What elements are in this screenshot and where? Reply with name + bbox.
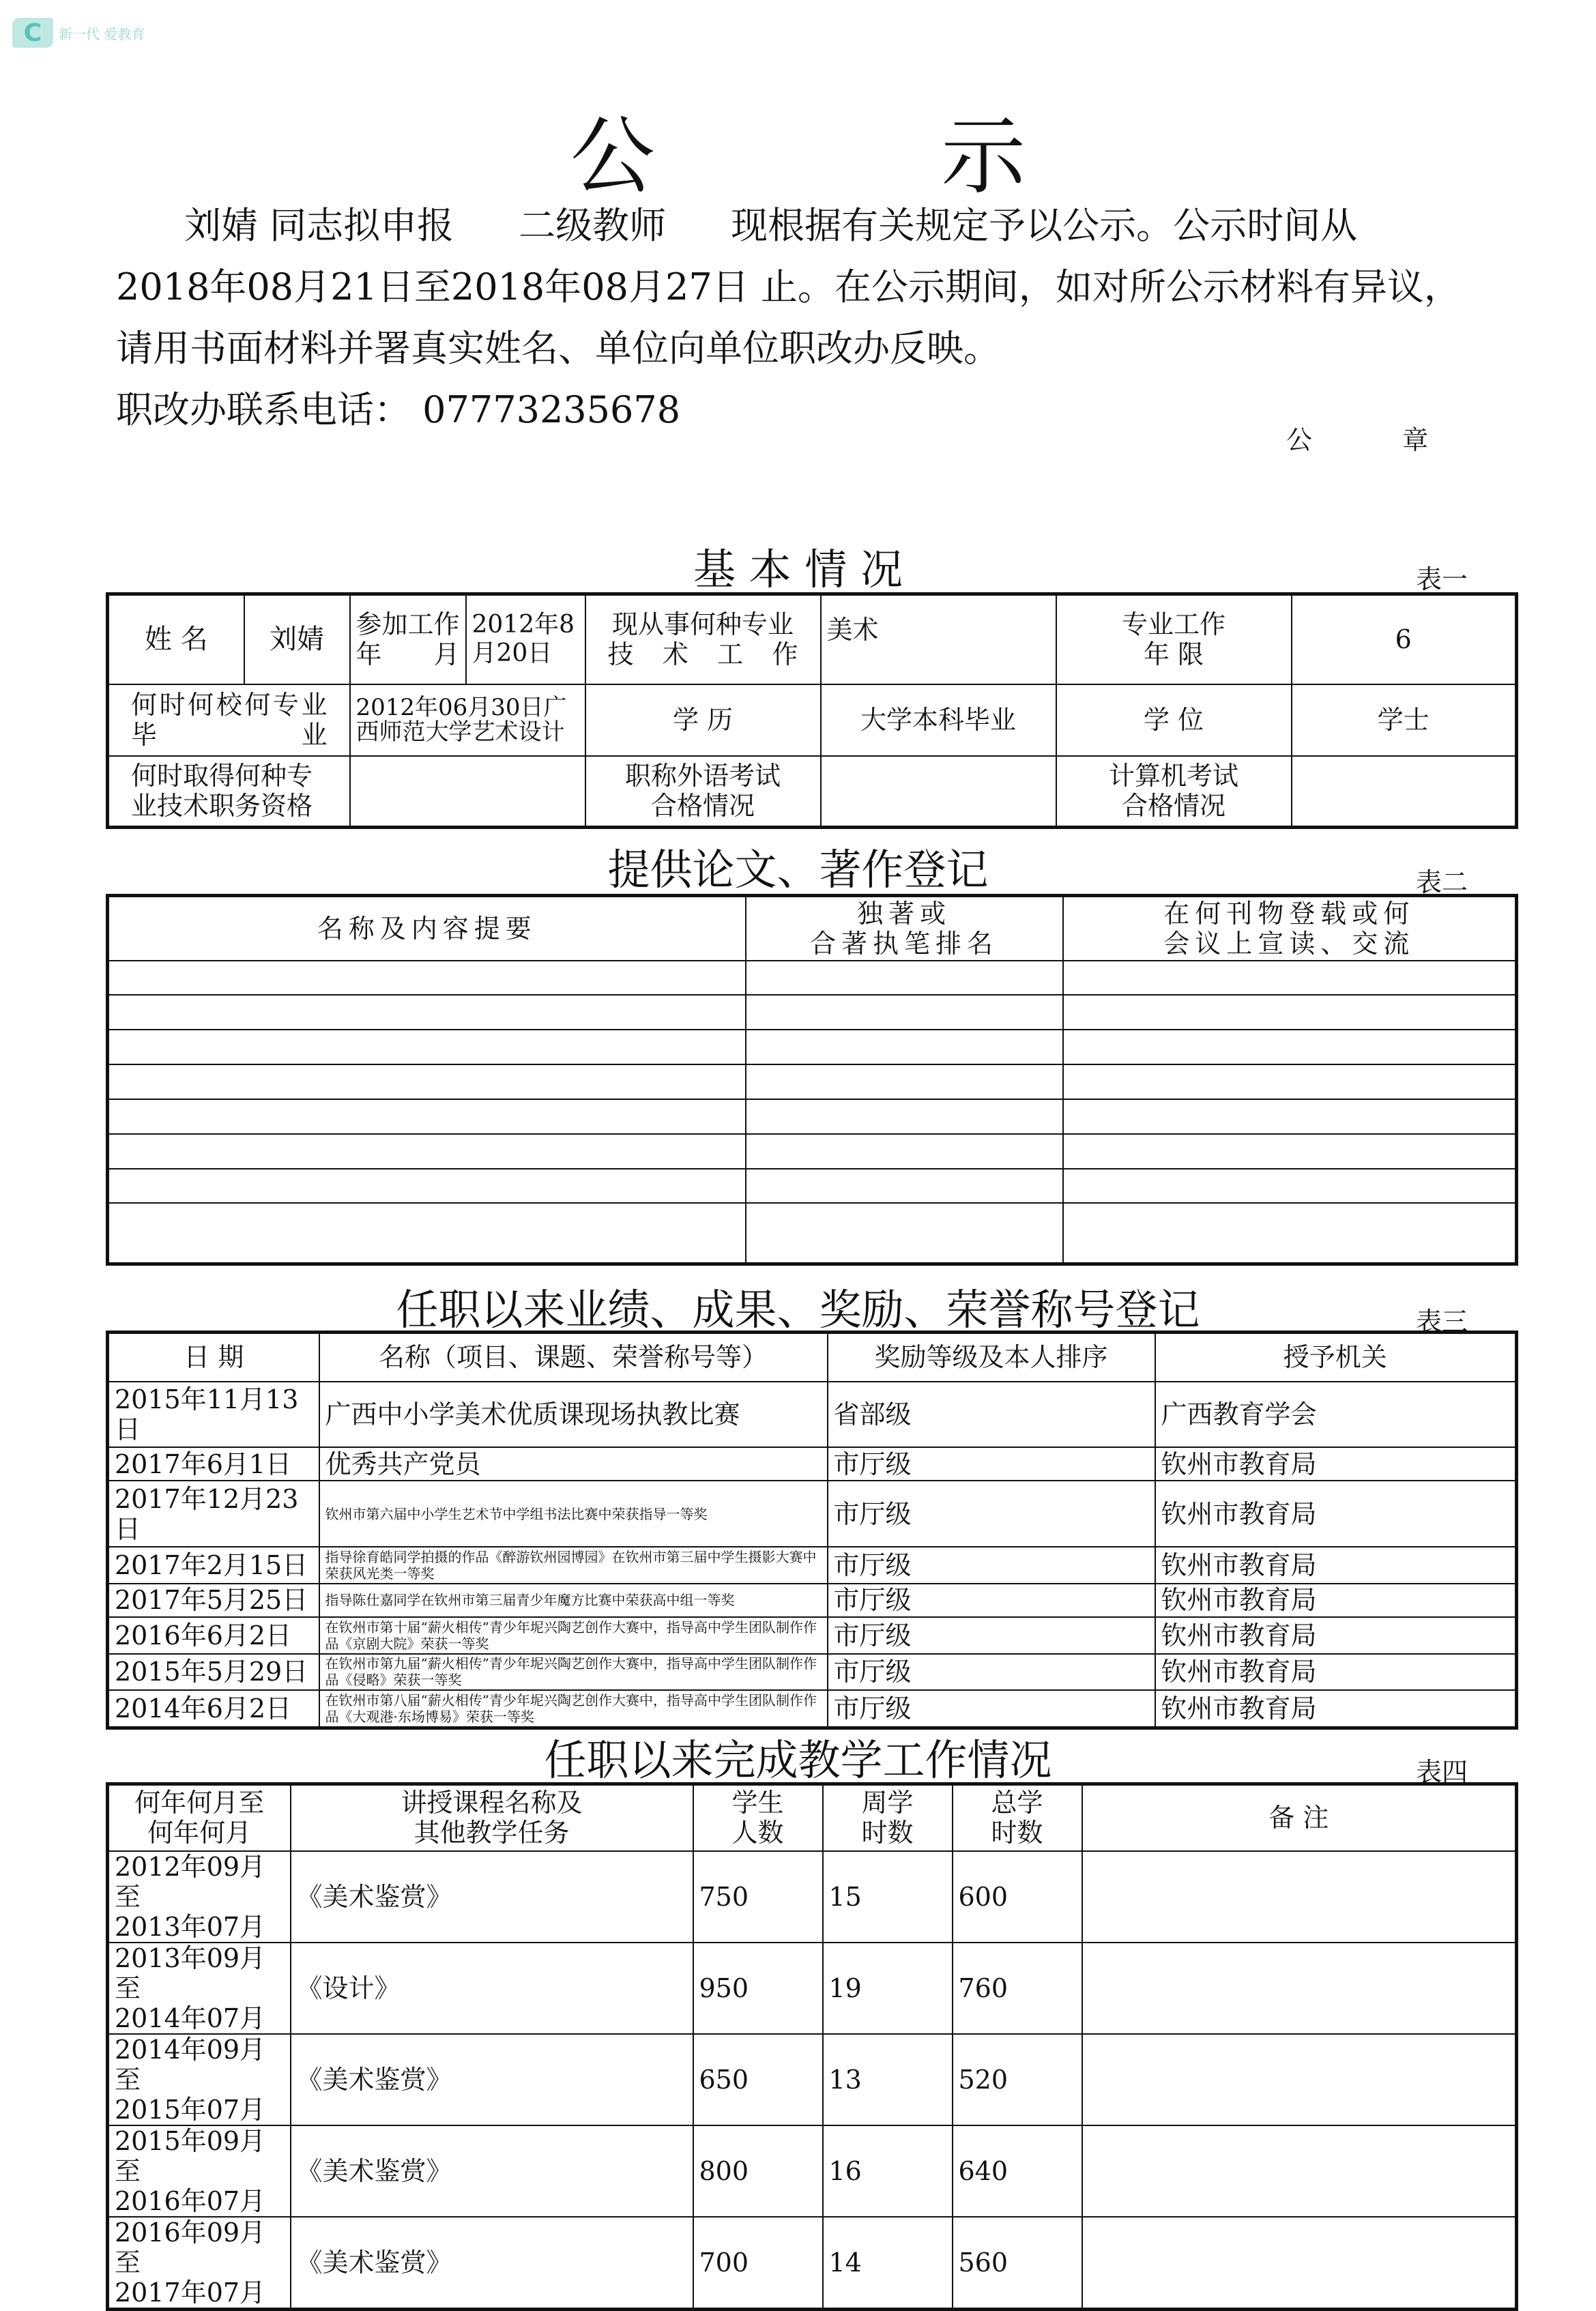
- award-name: 指导徐育皓同学拍摄的作品《醉游钦州园博园》在钦州市第三届中学生摄影大赛中荣获风光类一等奖: [319, 1547, 828, 1584]
- teaching-period-from: 2012年09月至: [115, 1851, 266, 1912]
- teaching-course: 《设计》: [291, 1943, 693, 2034]
- award-org: 钦州市教育局: [1155, 1584, 1517, 1617]
- contact-phone: 职改办联系电话： 07773235678: [116, 388, 681, 431]
- award-name: 优秀共产党员: [319, 1447, 828, 1481]
- work-start-label-2: 年 月: [356, 639, 460, 670]
- logo-text: 新一代 爱教育: [59, 25, 145, 42]
- teaching-header-students-1: 学生: [731, 1788, 784, 1818]
- papers-row: [108, 1203, 1517, 1264]
- name-value: 刘婧: [244, 594, 350, 684]
- papers-table-number: 表二: [1416, 867, 1468, 897]
- teaching-header-course-2: 其他教学任务: [413, 1818, 570, 1848]
- papers-header-authorship-2: 合著执笔排名: [809, 928, 998, 959]
- award-date: 2017年2月15日: [108, 1547, 319, 1584]
- papers-row: [108, 1099, 1517, 1134]
- teaching-course: 《美术鉴赏》: [291, 2125, 693, 2217]
- teaching-remarks: [1082, 2125, 1517, 2217]
- award-org: 钦州市教育局: [1155, 1617, 1517, 1654]
- teaching-period-to: 2016年07月: [115, 2185, 266, 2216]
- papers-row: [108, 1169, 1517, 1204]
- teaching-weekly-hours: 14: [823, 2217, 953, 2310]
- teaching-title: 任职以来完成教学工作情况: [544, 1735, 1052, 1785]
- education-value: 大学本科毕业: [821, 684, 1056, 756]
- teaching-period-from: 2016年09月至: [115, 2217, 266, 2278]
- qualification-value: [350, 756, 585, 828]
- work-start-label-1: 参加工作: [356, 609, 460, 640]
- foreign-language-value: [821, 756, 1056, 828]
- award-row: [108, 1481, 1517, 1547]
- teaching-row: [108, 1943, 1517, 2034]
- award-name: 在钦州市第十届“薪火相传”青少年坭兴陶艺创作大赛中，指导高中学生团队制作作品《京剧大院》荣获一等奖: [319, 1617, 828, 1654]
- applied-rank: 二级教师: [519, 204, 667, 247]
- papers-header-publication-2: 会议上宣读、交流: [1163, 928, 1415, 959]
- award-org: 广西教育学会: [1155, 1382, 1517, 1448]
- work-start-value: 2012年8月20日: [466, 594, 585, 684]
- teaching-period-to: 2015年07月: [115, 2094, 266, 2125]
- teaching-remarks: [1082, 1851, 1517, 1943]
- award-row: [108, 1617, 1517, 1654]
- award-org: 钦州市教育局: [1155, 1547, 1517, 1584]
- basic-info-table: [106, 592, 1518, 829]
- foreign-language-label-2: 合格情况: [650, 791, 755, 822]
- awards-title: 任职以来业绩、成果、奖励、荣誉称号登记: [396, 1285, 1200, 1335]
- teaching-weekly-hours: 19: [823, 1943, 953, 2034]
- applicant-name: 刘婧: [184, 204, 258, 247]
- teaching-header-remarks: 备 注: [1082, 1784, 1517, 1851]
- computer-exam-label: [1056, 756, 1292, 828]
- years-label: [1056, 594, 1292, 684]
- years-label-2: 年 限: [1143, 639, 1204, 670]
- computer-exam-label-1: 计算机考试: [1108, 761, 1238, 791]
- teaching-header-total-hours: [953, 1784, 1082, 1851]
- teaching-row: [108, 1851, 1517, 1943]
- teaching-header-period: [108, 1784, 291, 1851]
- computer-exam-label-2: 合格情况: [1121, 791, 1225, 822]
- award-org: 钦州市教育局: [1155, 1481, 1517, 1547]
- papers-row: [108, 1064, 1517, 1099]
- teaching-students: 950: [693, 1943, 823, 2034]
- awards-header-date: 日 期: [108, 1333, 319, 1382]
- qualification-label-1: 何时取得何种专: [131, 761, 313, 791]
- papers-row: [108, 1134, 1517, 1169]
- years-label-1: 专业工作: [1121, 609, 1225, 640]
- notice-line-2: 2018年08月21日至2018年08月27日 止。在公示期间，如对所公示材料有异议，: [116, 265, 1461, 308]
- award-date: 2015年11月13日: [108, 1382, 319, 1448]
- papers-header-authorship-1: 独著或: [856, 898, 951, 929]
- teaching-header-weekly-hours: [823, 1784, 953, 1851]
- teaching-weekly-hours: 15: [823, 1851, 953, 1943]
- teaching-students: 800: [693, 2125, 823, 2217]
- teaching-header-course-1: 讲授课程名称及: [401, 1788, 583, 1818]
- teaching-header-course: [291, 1784, 693, 1851]
- teaching-students: 750: [693, 1851, 823, 1943]
- graduation-label-1: 何时何校何专业: [131, 690, 328, 720]
- foreign-language-label-1: 职称外语考试: [624, 761, 781, 791]
- major-label: [585, 594, 821, 684]
- qualification-label: [108, 756, 350, 828]
- notice-line-3: 请用书面材料并署真实姓名、单位向单位职改办反映。: [116, 327, 1000, 370]
- teaching-header-period-1: 何年何月至: [134, 1788, 265, 1818]
- teaching-period: [108, 2125, 291, 2217]
- award-name: 广西中小学美术优质课现场执教比赛: [319, 1382, 828, 1448]
- teaching-period: [108, 1851, 291, 1943]
- award-name: 在钦州市第八届“薪火相传”青少年坭兴陶艺创作大赛中，指导高中学生团队制作作品《大观港·东场博易》荣获一等奖: [319, 1690, 828, 1728]
- teaching-total-hours: 560: [953, 2217, 1082, 2310]
- papers-table: [106, 894, 1518, 1266]
- teaching-students: 700: [693, 2217, 823, 2310]
- award-level: 市厅级: [828, 1617, 1155, 1654]
- teaching-period-from: 2015年09月至: [115, 2125, 266, 2186]
- teaching-header-students-2: 人数: [731, 1818, 784, 1848]
- award-level: 市厅级: [828, 1654, 1155, 1691]
- work-start-label: [350, 594, 466, 684]
- award-row: [108, 1447, 1517, 1481]
- degree-label: 学 位: [1056, 684, 1292, 756]
- papers-header-publication-1: 在何刊物登载或何: [1163, 898, 1415, 929]
- teaching-table-number: 表四: [1416, 1757, 1468, 1787]
- award-name: 在钦州市第九届“薪火相传”青少年坭兴陶艺创作大赛中，指导高中学生团队制作作品《侵略》荣获一等奖: [319, 1654, 828, 1691]
- award-org: 钦州市教育局: [1155, 1654, 1517, 1691]
- major-label-1: 现从事何种专业: [611, 609, 794, 640]
- qualification-label-2: 业技术职务资格: [131, 791, 313, 822]
- award-level: 市厅级: [828, 1481, 1155, 1547]
- teaching-header-weekly-hours-2: 时数: [861, 1818, 914, 1848]
- teaching-weekly-hours: 16: [823, 2125, 953, 2217]
- award-date: 2017年6月1日: [108, 1447, 319, 1481]
- years-value: 6: [1292, 594, 1517, 684]
- teaching-weekly-hours: 13: [823, 2034, 953, 2125]
- teaching-row: [108, 2217, 1517, 2310]
- award-level: 市厅级: [828, 1584, 1155, 1617]
- papers-header-publication: [1063, 896, 1517, 961]
- teaching-period: [108, 2034, 291, 2125]
- teaching-total-hours: 760: [953, 1943, 1082, 2034]
- award-row: [108, 1690, 1517, 1728]
- award-row: [108, 1547, 1517, 1584]
- teaching-students: 650: [693, 2034, 823, 2125]
- teaching-remarks: [1082, 1943, 1517, 2034]
- teaching-header-weekly-hours-1: 周学: [861, 1788, 914, 1818]
- teaching-remarks: [1082, 2034, 1517, 2125]
- basic-info-title: 基 本 情 况: [693, 544, 903, 594]
- teaching-course: 《美术鉴赏》: [291, 1851, 693, 1943]
- awards-header-level: 奖励等级及本人排序: [828, 1333, 1155, 1382]
- awards-table-number: 表三: [1416, 1307, 1468, 1337]
- teaching-period: [108, 1943, 291, 2034]
- award-row: [108, 1584, 1517, 1617]
- teaching-header-total-hours-1: 总学: [991, 1788, 1043, 1818]
- graduation-label: [108, 684, 350, 756]
- teaching-header-students: [693, 1784, 823, 1851]
- award-date: 2016年6月2日: [108, 1617, 319, 1654]
- major-value: 美术: [821, 594, 1056, 684]
- graduation-label-2: 毕 业: [131, 720, 328, 750]
- teaching-row: [108, 2125, 1517, 2217]
- award-level: 省部级: [828, 1382, 1155, 1448]
- logo-icon: C: [12, 18, 53, 48]
- name-label: 姓 名: [108, 594, 244, 684]
- teaching-period-from: 2014年09月至: [115, 2034, 266, 2095]
- teaching-total-hours: 640: [953, 2125, 1082, 2217]
- graduation-value: 2012年06月30日广西师范大学艺术设计: [350, 684, 585, 756]
- foreign-language-label: [585, 756, 821, 828]
- teaching-period-to: 2014年07月: [115, 2003, 266, 2033]
- major-label-2: 技 术 工 作: [607, 639, 798, 670]
- teaching-total-hours: 600: [953, 1851, 1082, 1943]
- teaching-period-to: 2017年07月: [115, 2277, 266, 2308]
- official-seal-label: 公 章: [1286, 425, 1470, 455]
- notice-text-2: 现根据有关规定予以公示。公示时间从: [731, 204, 1358, 247]
- teaching-period-to: 2013年07月: [115, 1911, 266, 1942]
- teaching-remarks: [1082, 2217, 1517, 2310]
- award-level: 市厅级: [828, 1547, 1155, 1584]
- award-name: 指导陈仕嘉同学在钦州市第三届青少年魔方比赛中荣获高中组一等奖: [319, 1584, 828, 1617]
- basic-table-number: 表一: [1416, 564, 1468, 594]
- award-name: 钦州市第六届中小学生艺术节中学组书法比赛中荣获指导一等奖: [319, 1481, 828, 1547]
- award-level: 市厅级: [828, 1690, 1155, 1728]
- teaching-period-from: 2013年09月至: [115, 1943, 266, 2003]
- degree-value: 学士: [1292, 684, 1517, 756]
- page-title: 公 示: [570, 108, 1156, 206]
- award-org: 钦州市教育局: [1155, 1690, 1517, 1728]
- papers-row: [108, 995, 1517, 1030]
- papers-header-name: 名称及内容提要: [108, 896, 746, 961]
- award-row: [108, 1654, 1517, 1691]
- award-date: 2017年12月23日: [108, 1481, 319, 1547]
- notice-line-1: [184, 195, 1590, 257]
- awards-header-org: 授予机关: [1155, 1333, 1517, 1382]
- teaching-course: 《美术鉴赏》: [291, 2217, 693, 2310]
- award-row: [108, 1382, 1517, 1448]
- computer-exam-value: [1292, 756, 1517, 828]
- papers-row: [108, 1030, 1517, 1064]
- award-date: 2017年5月25日: [108, 1584, 319, 1617]
- notice-text-1: 同志拟申报: [270, 204, 454, 247]
- papers-row: [108, 961, 1517, 995]
- teaching-period: [108, 2217, 291, 2310]
- teaching-header-period-2: 何年何月: [147, 1818, 252, 1848]
- teaching-total-hours: 520: [953, 2034, 1082, 2125]
- site-logo: [12, 18, 145, 48]
- teaching-table: [106, 1782, 1518, 2311]
- education-label: 学 历: [585, 684, 821, 756]
- papers-title: 提供论文、著作登记: [607, 845, 989, 895]
- papers-header-authorship: [746, 896, 1063, 961]
- award-date: 2015年5月29日: [108, 1654, 319, 1691]
- teaching-header-total-hours-2: 时数: [991, 1818, 1043, 1848]
- teaching-course: 《美术鉴赏》: [291, 2034, 693, 2125]
- awards-table: [106, 1331, 1518, 1730]
- award-date: 2014年6月2日: [108, 1690, 319, 1728]
- award-org: 钦州市教育局: [1155, 1447, 1517, 1481]
- teaching-row: [108, 2034, 1517, 2125]
- awards-header-name: 名称（项目、课题、荣誉称号等）: [319, 1333, 828, 1382]
- award-level: 市厅级: [828, 1447, 1155, 1481]
